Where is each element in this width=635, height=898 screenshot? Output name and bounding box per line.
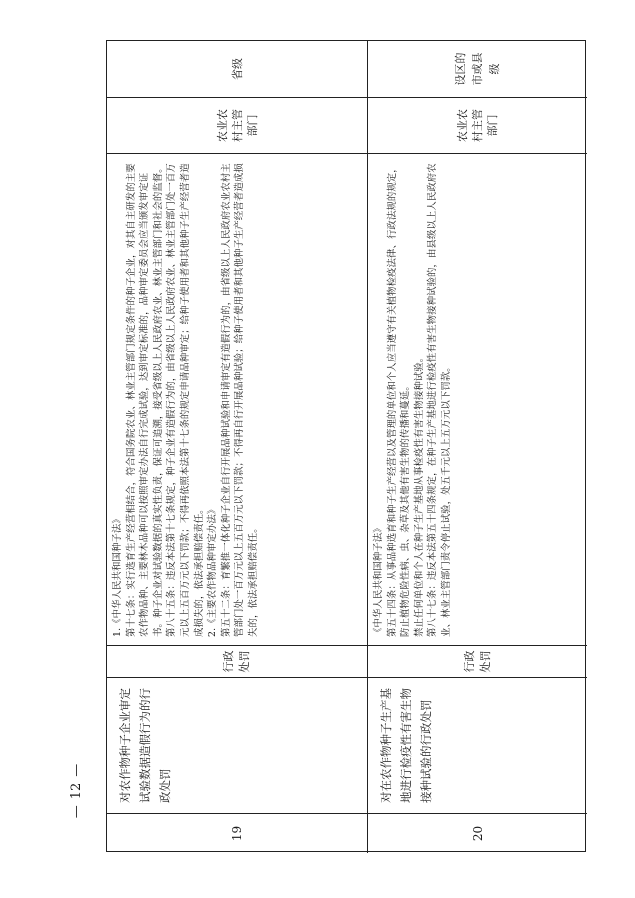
penalty-type: 行政处罚 (368, 645, 587, 677)
basis-line: 禁止任何单位和个人在种子生产基地从事检疫性有害生物接种试验。 (413, 352, 425, 637)
table-row (368, 41, 587, 853)
basis-line: 《中华人民共和国种子法》 (373, 523, 384, 637)
enforcement-level: 省级 (230, 58, 244, 80)
basis-line: 第八十五条：违反本法第十七条规定，种子企业有造假行为的，由省级以上人民政府农业、林业主管部门处一百万元以上五百万元以下罚款；不得再依照本法第十七条的规定申请品种审定；给种子使用者和其他种子生产经营者造成损失的，依法承担赔偿责任。 (166, 163, 205, 637)
basis-line: 第五十四条：从事品种选育和种子生产经营以及管理的单位和个人应当遵守有关植物检疫法律、行政法规的规定，防止植物危险性病、虫、杂草及其他有害生物的传播和蔓延。 (386, 163, 412, 637)
row-number: 20 (368, 813, 587, 853)
basis-line: 2.《主要农作物品种审定办法》 (207, 504, 219, 637)
legal-basis (107, 153, 367, 645)
table-row (107, 41, 368, 853)
enforcement-level: 设区的市或县级 (454, 52, 501, 86)
penalty-table (106, 40, 586, 852)
item-name: 对在农作物种子生产基地进行检疫性有害生物接种试验的行政处罚 (368, 677, 587, 813)
row-number: 19 (107, 813, 367, 853)
responsible-department: 农业农村主管部门 (368, 97, 587, 153)
item-name: 对农作物种子企业审定试验数据造假行为的行政处罚 (107, 677, 367, 813)
rotated-table-content (107, 41, 587, 853)
basis-line: 1.《中华人民共和国种子法》 (112, 514, 123, 637)
penalty-type: 行政处罚 (107, 645, 367, 677)
responsible-department: 农业农村主管部门 (107, 97, 367, 153)
basis-line: 第五十二条：育繁推一体化种子企业自行开展品种试验和申请审定有造假行为的，由省级以上人民政府农业农村主管部门处一百万元以上五百万元以下罚款；不得再自行开展品种试验；给种子使用者和其他种子生产经营者造成损失的，依法承担赔偿责任。 (220, 163, 259, 637)
page-number-dash-right: — (68, 763, 84, 777)
legal-basis (368, 153, 587, 645)
page-number-value: 12 (68, 782, 84, 800)
basis-line: 第十七条：实行选育生产经营相结合，符合国务院农业、林业主管部门规定条件的种子企业，对其自主研发的主要农作物品种、主要林木品种可以按照审定办法自行完成试验，达到审定标准的，品种审定委员会应当颁发审定证书。种子企业对试验数据的真实性负责，保证可追溯，接受省级以上人民政府农业、林业主管部门和社会的监督。 (125, 163, 164, 637)
page-number-dash-left: — (68, 805, 84, 819)
page-number (66, 741, 86, 841)
basis-line: 第八十七条：违反本法第五十四条规定，在种子生产基地进行检疫性有害生物接种试验的，由县级以上人民政府农业、林业主管部门责令停止试验，处五千元以上五万元以下罚款。 (427, 163, 452, 637)
